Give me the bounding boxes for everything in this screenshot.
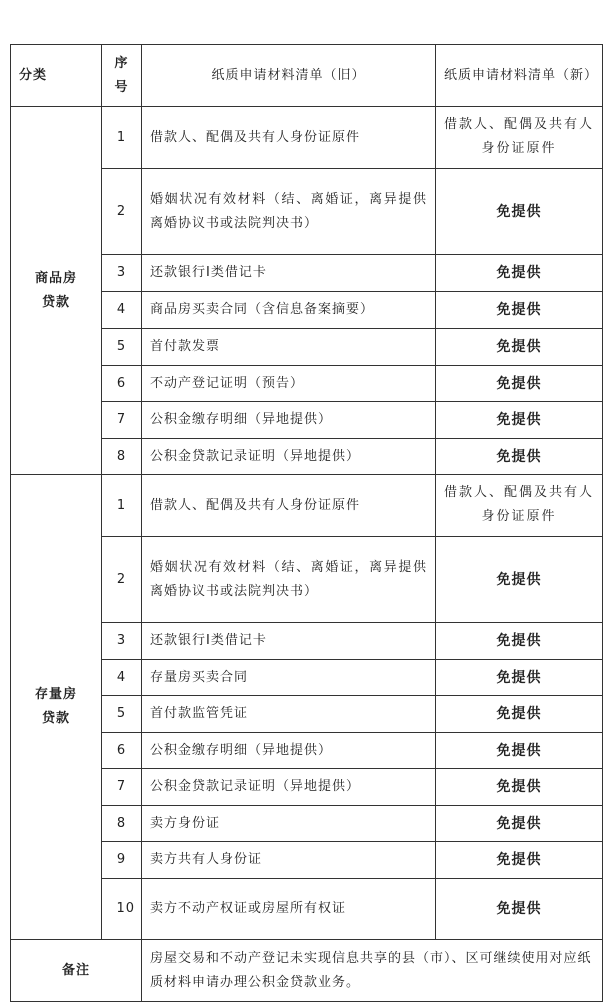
new-material: 免提供 (436, 292, 603, 329)
row-number: 5 (102, 329, 142, 366)
header-category: 分类 (11, 45, 102, 107)
new-material: 免提供 (436, 733, 603, 769)
row-number: 4 (102, 660, 142, 696)
row-number: 10 (102, 879, 142, 940)
old-material: 借款人、配偶及共有人身份证原件 (142, 107, 436, 169)
new-material: 免提供 (436, 696, 603, 733)
new-material: 免提供 (436, 329, 603, 366)
new-material: 免提供 (436, 660, 603, 696)
category-cell: 存量房贷款 (11, 475, 102, 940)
old-material: 公积金缴存明细（异地提供） (142, 733, 436, 769)
table-row (11, 107, 603, 169)
new-material: 免提供 (436, 537, 603, 623)
row-number: 2 (102, 169, 142, 255)
new-material: 免提供 (436, 439, 603, 475)
row-number: 5 (102, 696, 142, 733)
old-material: 商品房买卖合同（含信息备案摘要） (142, 292, 436, 329)
new-material: 免提供 (436, 806, 603, 842)
row-number: 7 (102, 402, 142, 439)
old-material: 公积金贷款记录证明（异地提供） (142, 769, 436, 806)
header-new-list: 纸质申请材料清单（新） (436, 45, 603, 107)
row-number: 6 (102, 366, 142, 402)
old-material: 首付款监管凭证 (142, 696, 436, 733)
new-material: 免提供 (436, 366, 603, 402)
header-number: 序号 (102, 45, 142, 107)
new-material: 借款人、配偶及共有人身份证原件 (436, 475, 603, 537)
row-number: 2 (102, 537, 142, 623)
old-material: 还款银行I类借记卡 (142, 623, 436, 660)
table-row (11, 475, 603, 537)
old-material: 首付款发票 (142, 329, 436, 366)
note-row (11, 940, 603, 1002)
row-number: 8 (102, 806, 142, 842)
new-material: 免提供 (436, 169, 603, 255)
new-material: 免提供 (436, 255, 603, 292)
note-text: 房屋交易和不动产登记未实现信息共享的县（市）、区可继续使用对应纸质材料申请办理公积金贷款业务。 (142, 940, 603, 1002)
row-number: 7 (102, 769, 142, 806)
row-number: 3 (102, 255, 142, 292)
category-cell: 商品房贷款 (11, 107, 102, 475)
materials-table (10, 44, 603, 1002)
row-number: 1 (102, 475, 142, 537)
row-number: 8 (102, 439, 142, 475)
old-material: 还款银行I类借记卡 (142, 255, 436, 292)
new-material: 借款人、配偶及共有人身份证原件 (436, 107, 603, 169)
row-number: 6 (102, 733, 142, 769)
old-material: 婚姻状况有效材料（结、离婚证，离异提供离婚协议书或法院判决书） (142, 537, 436, 623)
note-label: 备注 (11, 940, 142, 1002)
new-material: 免提供 (436, 842, 603, 879)
old-material: 公积金贷款记录证明（异地提供） (142, 439, 436, 475)
old-material: 婚姻状况有效材料（结、离婚证，离异提供离婚协议书或法院判决书） (142, 169, 436, 255)
header-old-list: 纸质申请材料清单（旧） (142, 45, 436, 107)
old-material: 不动产登记证明（预告） (142, 366, 436, 402)
old-material: 卖方身份证 (142, 806, 436, 842)
old-material: 借款人、配偶及共有人身份证原件 (142, 475, 436, 537)
header-row (11, 45, 603, 107)
row-number: 4 (102, 292, 142, 329)
row-number: 3 (102, 623, 142, 660)
old-material: 公积金缴存明细（异地提供） (142, 402, 436, 439)
new-material: 免提供 (436, 879, 603, 940)
row-number: 9 (102, 842, 142, 879)
row-number: 1 (102, 107, 142, 169)
old-material: 卖方不动产权证或房屋所有权证 (142, 879, 436, 940)
old-material: 存量房买卖合同 (142, 660, 436, 696)
new-material: 免提供 (436, 402, 603, 439)
old-material: 卖方共有人身份证 (142, 842, 436, 879)
new-material: 免提供 (436, 623, 603, 660)
new-material: 免提供 (436, 769, 603, 806)
